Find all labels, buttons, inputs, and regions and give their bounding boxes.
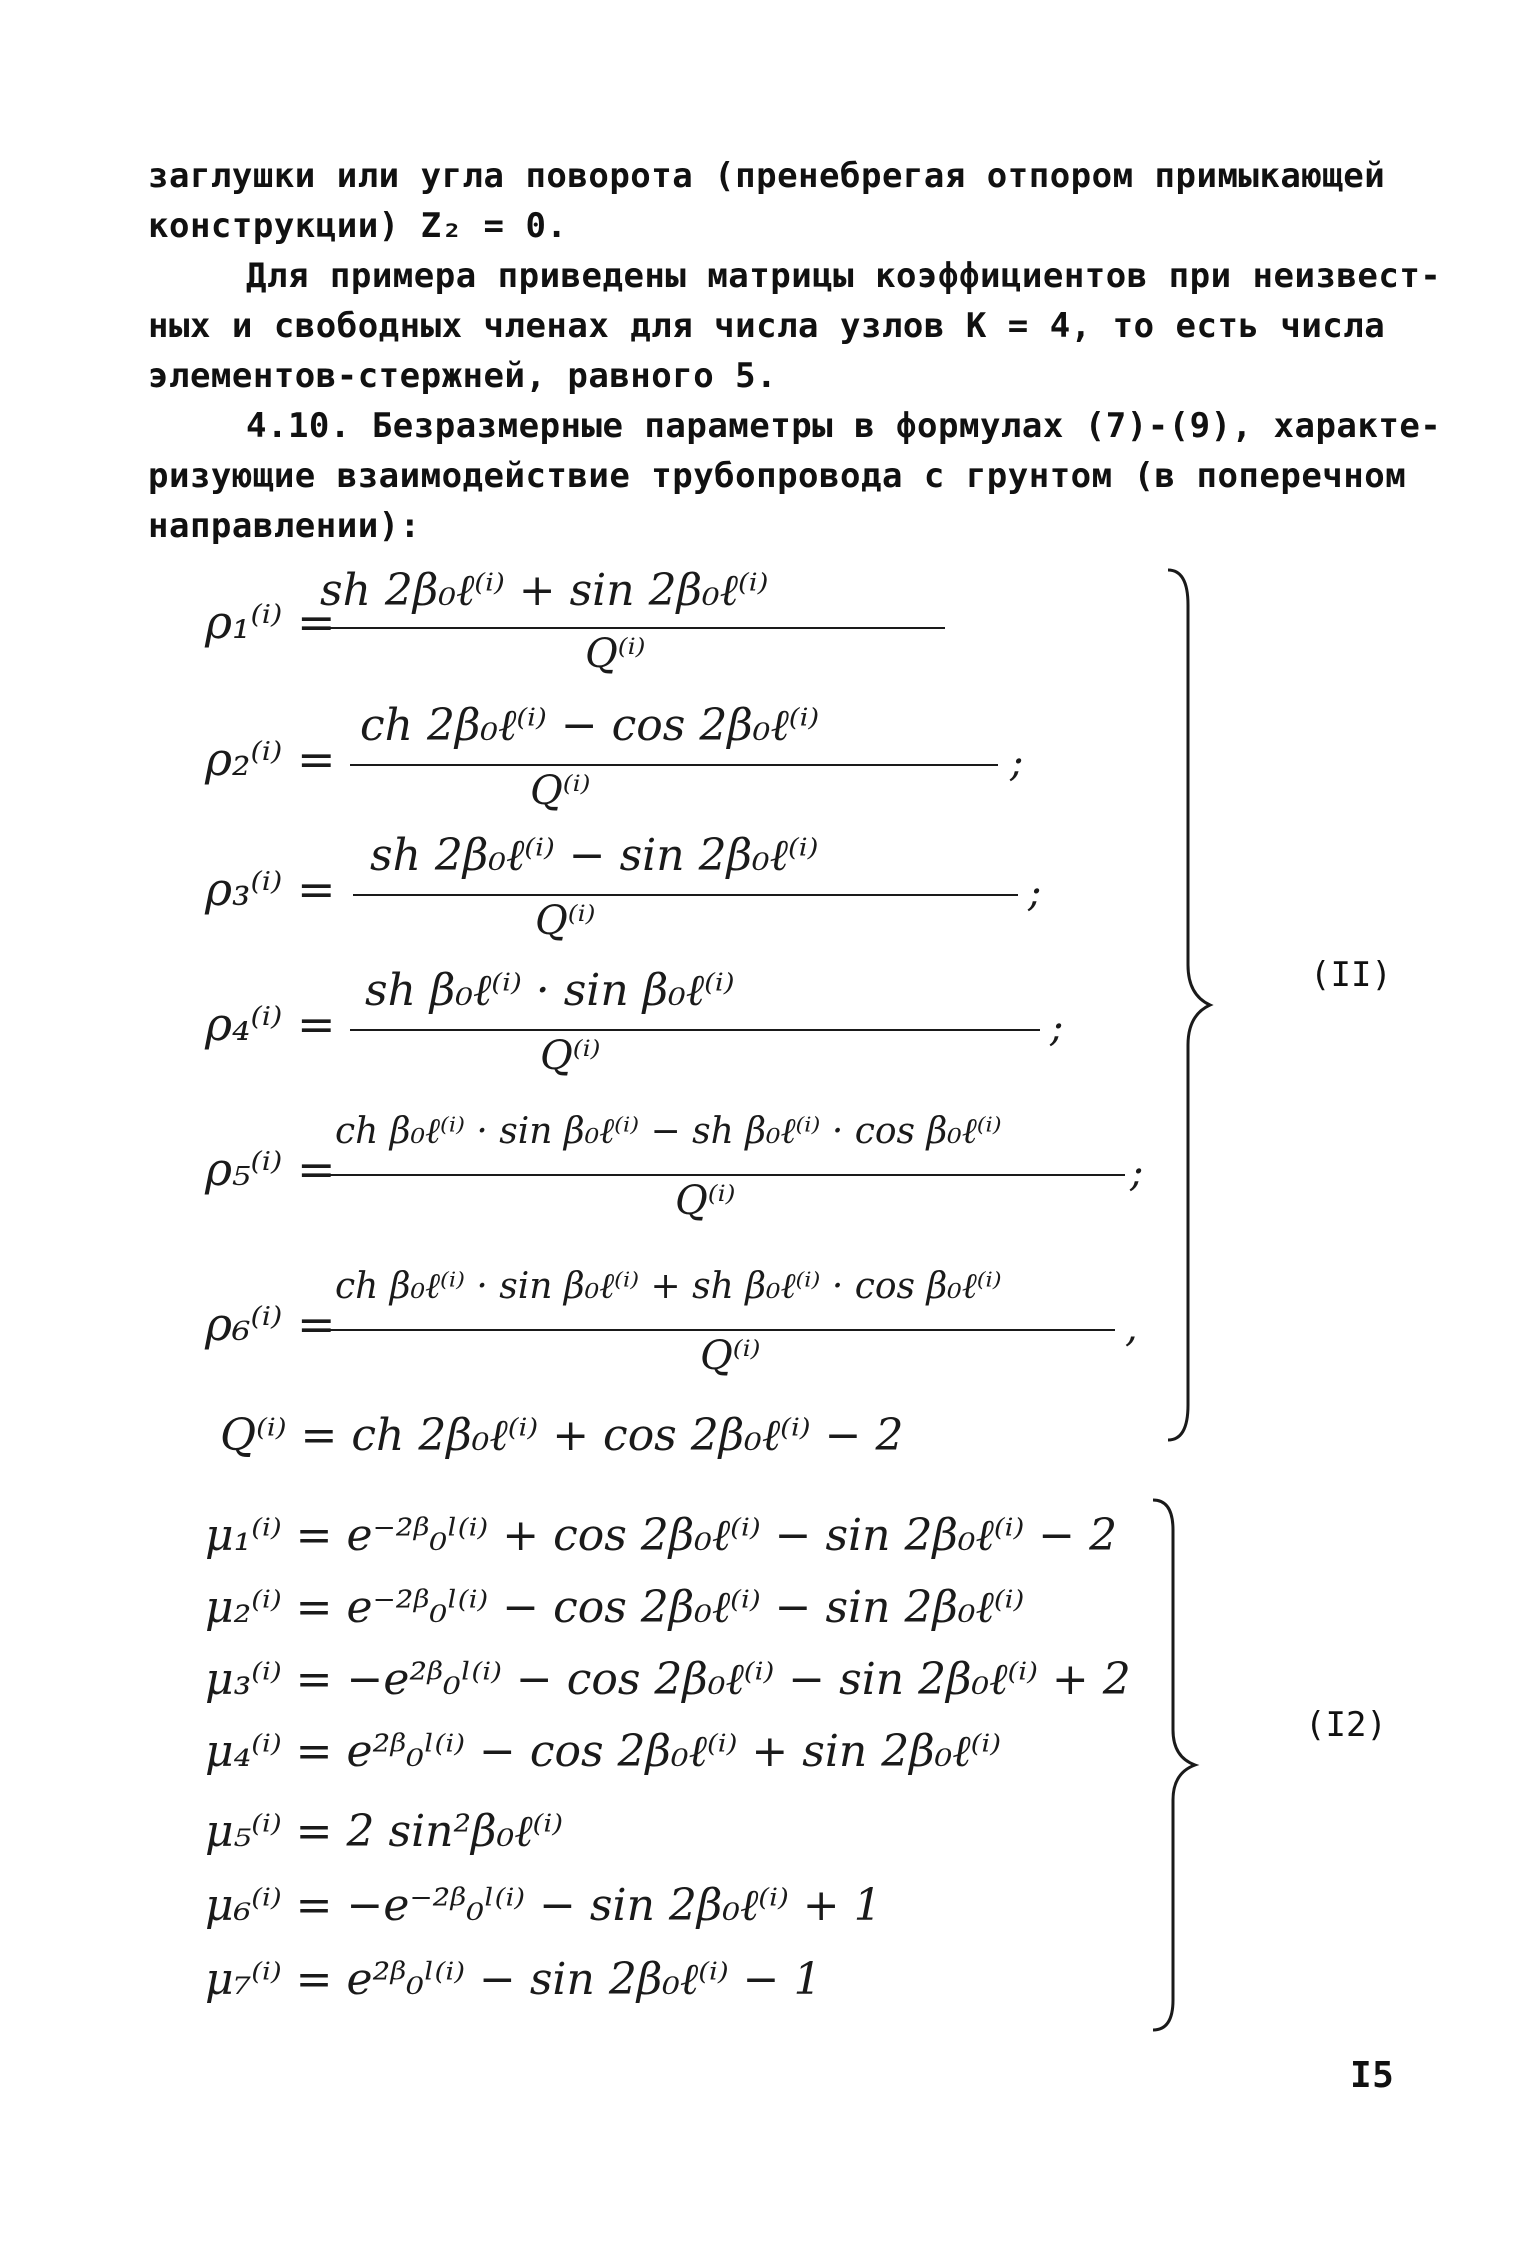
right-brace-group-11 <box>1160 565 1220 1445</box>
rho-3-fraction-bar <box>353 894 1018 896</box>
mu-2-formula: μ₂⁽ⁱ⁾ = e⁻²ᵝ₀ˡ⁽ⁱ⁾ − cos 2β₀ℓ⁽ⁱ⁾ − sin 2β₀ℓ⁽ⁱ⁾ <box>205 1582 1025 1633</box>
mu-7-formula: μ₇⁽ⁱ⁾ = e²ᵝ₀ˡ⁽ⁱ⁾ − sin 2β₀ℓ⁽ⁱ⁾ − 1 <box>205 1954 822 2005</box>
rho-2-lhs: ρ₂⁽ⁱ⁾ = <box>205 732 336 786</box>
rho-2-numerator: ch 2β₀ℓ⁽ⁱ⁾ − cos 2β₀ℓ⁽ⁱ⁾ <box>360 700 820 751</box>
rho-1-denominator: Q⁽ⁱ⁾ <box>585 631 646 677</box>
paragraph-line-4: ных и свободных членах для числа узлов К = 4, то есть числа <box>148 306 1386 346</box>
paragraph-line-7: ризующие взаимодействие трубопровода с грунтом (в поперечном <box>148 456 1407 496</box>
mu-1-formula: μ₁⁽ⁱ⁾ = e⁻²ᵝ₀ˡ⁽ⁱ⁾ + cos 2β₀ℓ⁽ⁱ⁾ − sin 2β₀ℓ⁽ⁱ⁾ − 2 <box>205 1510 1118 1561</box>
rho-1-lhs: ρ₁⁽ⁱ⁾ = <box>205 595 336 649</box>
rho-6-formula <box>205 1265 1195 1395</box>
rho-5-numerator: ch β₀ℓ⁽ⁱ⁾ · sin β₀ℓ⁽ⁱ⁾ − sh β₀ℓ⁽ⁱ⁾ · cos β₀ℓ⁽ⁱ⁾ <box>335 1111 1002 1152</box>
mu-3-formula: μ₃⁽ⁱ⁾ = −e²ᵝ₀ˡ⁽ⁱ⁾ − cos 2β₀ℓ⁽ⁱ⁾ − sin 2β₀ℓ⁽ⁱ⁾ + 2 <box>205 1654 1131 1705</box>
rho-3-denominator: Q⁽ⁱ⁾ <box>535 898 596 944</box>
rho-5-lhs: ρ₅⁽ⁱ⁾ = <box>205 1142 336 1196</box>
rho-3-lhs: ρ₃⁽ⁱ⁾ = <box>205 862 336 916</box>
rho-4-denominator: Q⁽ⁱ⁾ <box>540 1033 601 1079</box>
rho-1-fraction-bar <box>330 627 945 629</box>
rho-4-formula <box>205 965 1195 1095</box>
equation-number-12: (I2) <box>1305 1705 1387 1745</box>
rho-1-numerator: sh 2β₀ℓ⁽ⁱ⁾ + sin 2β₀ℓ⁽ⁱ⁾ <box>320 565 769 616</box>
q-definition: Q⁽ⁱ⁾ = ch 2β₀ℓ⁽ⁱ⁾ + cos 2β₀ℓ⁽ⁱ⁾ − 2 <box>220 1410 904 1461</box>
rho-5-punctuation: ; <box>1130 1150 1144 1196</box>
rho-2-fraction-bar <box>350 764 998 766</box>
rho-6-fraction-bar <box>325 1329 1115 1331</box>
mu-5-formula: μ₅⁽ⁱ⁾ = 2 sin²β₀ℓ⁽ⁱ⁾ <box>205 1806 564 1857</box>
rho-6-numerator: ch β₀ℓ⁽ⁱ⁾ · sin β₀ℓ⁽ⁱ⁾ + sh β₀ℓ⁽ⁱ⁾ · cos β₀ℓ⁽ⁱ⁾ <box>335 1266 1002 1307</box>
mu-6-formula: μ₆⁽ⁱ⁾ = −e⁻²ᵝ₀ˡ⁽ⁱ⁾ − sin 2β₀ℓ⁽ⁱ⁾ + 1 <box>205 1880 882 1931</box>
rho-4-punctuation: ; <box>1050 1005 1064 1051</box>
paragraph-line-3: Для примера приведены матрицы коэффициентов при неизвест- <box>246 256 1442 296</box>
rho-6-lhs: ρ₆⁽ⁱ⁾ = <box>205 1297 336 1351</box>
rho-5-fraction-bar <box>325 1174 1125 1176</box>
rho-2-formula <box>205 700 1195 830</box>
page-number: I5 <box>1350 2055 1395 2096</box>
right-brace-group-12 <box>1145 1495 1205 2035</box>
rho-4-numerator: sh β₀ℓ⁽ⁱ⁾ · sin β₀ℓ⁽ⁱ⁾ <box>365 965 735 1016</box>
paragraph-line-5: элементов-стержней, равного 5. <box>148 356 778 396</box>
rho-3-punctuation: ; <box>1028 870 1042 916</box>
rho-4-fraction-bar <box>350 1029 1040 1031</box>
paragraph-line-2: конструкции) Z₂ = 0. <box>148 206 568 246</box>
rho-4-lhs: ρ₄⁽ⁱ⁾ = <box>205 997 336 1051</box>
paragraph-line-1: заглушки или угла поворота (пренебрегая отпором примыкающей <box>148 156 1386 196</box>
equation-number-11: (II) <box>1310 955 1392 995</box>
rho-3-numerator: sh 2β₀ℓ⁽ⁱ⁾ − sin 2β₀ℓ⁽ⁱ⁾ <box>370 830 819 881</box>
rho-2-punctuation: ; <box>1010 740 1024 786</box>
rho-1-formula <box>205 565 1195 695</box>
rho-6-punctuation: , <box>1125 1305 1138 1351</box>
paragraph-line-6: 4.10. Безразмерные параметры в формулах (7)-(9), характе- <box>246 406 1442 446</box>
rho-2-denominator: Q⁽ⁱ⁾ <box>530 768 591 814</box>
rho-6-denominator: Q⁽ⁱ⁾ <box>700 1333 761 1379</box>
rho-5-denominator: Q⁽ⁱ⁾ <box>675 1178 736 1224</box>
rho-5-formula <box>205 1110 1195 1240</box>
rho-3-formula <box>205 830 1195 960</box>
paragraph-line-8: направлении): <box>148 506 421 546</box>
mu-4-formula: μ₄⁽ⁱ⁾ = e²ᵝ₀ˡ⁽ⁱ⁾ − cos 2β₀ℓ⁽ⁱ⁾ + sin 2β₀ℓ⁽ⁱ⁾ <box>205 1726 1002 1777</box>
